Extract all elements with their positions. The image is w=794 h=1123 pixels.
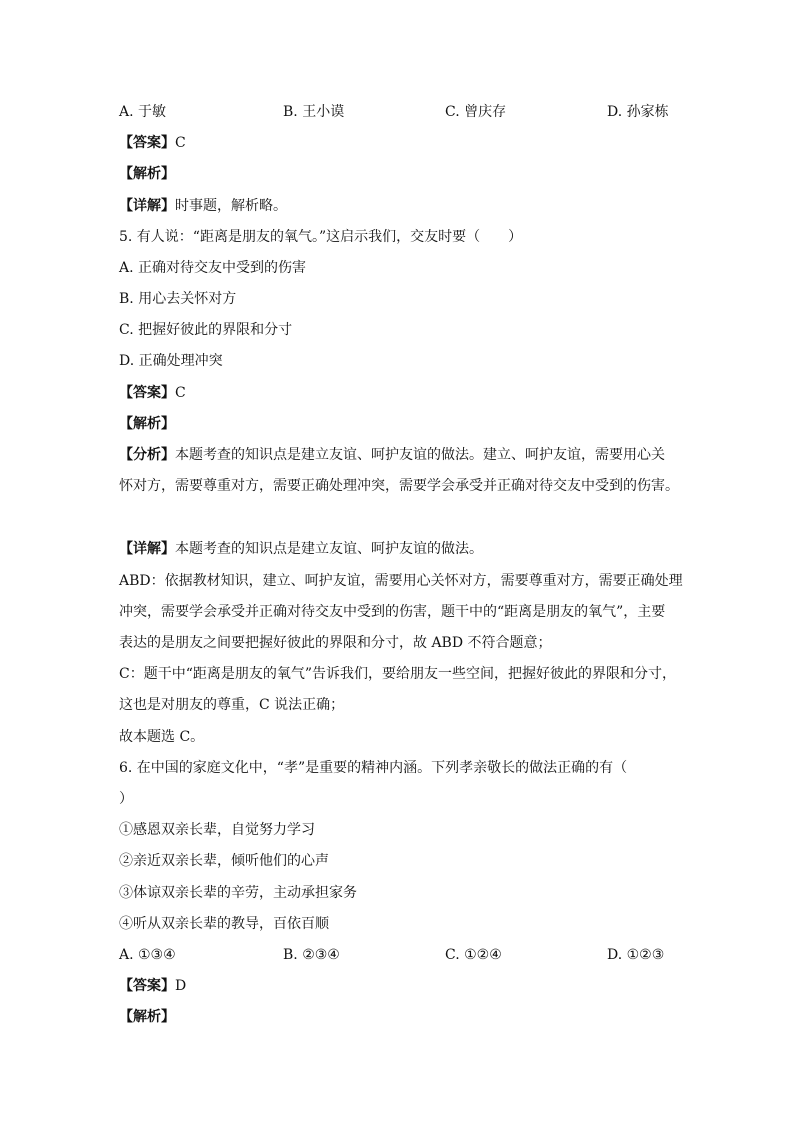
q6-option-b: B. ②③④ xyxy=(283,947,340,963)
q5-option-a: A. 正确对待交友中受到的伤害 xyxy=(119,260,307,276)
answer-tag: 【答案】 xyxy=(119,135,175,151)
q4-analysis-tag: 【解析】 xyxy=(119,166,175,182)
q4-option-a: A. 于敏 xyxy=(119,104,167,120)
q6-item-1: ①感恩双亲长辈，自觉努力学习 xyxy=(119,822,315,838)
q5-fenxi-line-2: 怀对方，需要尊重对方，需要正确处理冲突，需要学会承受并正确对待交友中受到的伤害。 xyxy=(119,478,679,494)
q4-detail xyxy=(119,196,287,216)
q6-item-3: ③体谅双亲长辈的辛劳，主动承担家务 xyxy=(119,885,357,901)
q5-detail-line-3: 冲突，需要学会承受并正确对待交友中受到的伤害，题干中的“距离是朋友的氧气”，主要 xyxy=(119,604,666,620)
q6-option-a: A. ①③④ xyxy=(119,947,176,963)
q5-detail-line-2: ABD：依据教材知识，建立、呵护友谊，需要用心关怀对方，需要尊重对方，需要正确处理 xyxy=(119,573,683,589)
q4-option-b: B. 王小谟 xyxy=(283,104,345,120)
q6-stem-line-2: ） xyxy=(119,791,133,807)
fenxi-tag: 【分析】 xyxy=(119,447,175,463)
q4-option-d: D. 孙家栋 xyxy=(607,104,669,120)
q5-detail-line-4: 表达的是朋友之间要把握好彼此的界限和分寸，故 ABD 不符合题意； xyxy=(119,635,552,651)
detail-tag: 【详解】 xyxy=(119,541,175,557)
answer-value: C xyxy=(175,135,186,151)
q5-fenxi-line-1 xyxy=(119,445,665,465)
q5-detail-line-7: 故本题选 C。 xyxy=(119,729,205,745)
q6-stem-line-1: 6. 在中国的家庭文化中，“孝”是重要的精神内涵。下列孝亲敬长的做法正确的有（ xyxy=(119,760,628,776)
q6-item-4: ④听从双亲长辈的教导，百依百顺 xyxy=(119,916,329,932)
q5-stem: 5. 有人说：“距离是朋友的氧气。”这启示我们，交友时要（ ） xyxy=(119,229,523,245)
q5-detail-line-5: C：题干中“距离是朋友的氧气”告诉我们，要给朋友一些空间，把握好彼此的界限和分寸， xyxy=(119,666,677,682)
q6-analysis-tag: 【解析】 xyxy=(119,1009,175,1025)
q6-answer xyxy=(119,976,186,996)
q4-answer xyxy=(119,133,186,153)
detail-text: 本题考查的知识点是建立友谊、呵护友谊的做法。 xyxy=(175,541,483,557)
q6-option-c: C. ①②④ xyxy=(445,947,502,963)
q5-answer xyxy=(119,383,186,403)
q5-option-d: D. 正确处理冲突 xyxy=(119,353,223,369)
q4-option-c: C. 曾庆存 xyxy=(445,104,507,120)
q5-option-c: C. 把握好彼此的界限和分寸 xyxy=(119,322,293,338)
answer-value: D xyxy=(175,978,187,994)
answer-value: C xyxy=(175,385,186,401)
q5-option-b: B. 用心去关怀对方 xyxy=(119,291,237,307)
q6-option-d: D. ①②③ xyxy=(607,947,665,963)
q6-item-2: ②亲近双亲长辈，倾听他们的心声 xyxy=(119,853,329,869)
answer-tag: 【答案】 xyxy=(119,385,175,401)
answer-tag: 【答案】 xyxy=(119,978,175,994)
detail-tag: 【详解】 xyxy=(119,198,175,214)
q5-analysis-tag: 【解析】 xyxy=(119,416,175,432)
detail-text: 时事题，解析略。 xyxy=(175,198,287,214)
fenxi-text: 本题考查的知识点是建立友谊、呵护友谊的做法。建立、呵护友谊，需要用心关 xyxy=(175,447,665,463)
q5-detail-line-1 xyxy=(119,539,483,559)
q5-detail-line-6: 这也是对朋友的尊重，C 说法正确； xyxy=(119,697,345,713)
